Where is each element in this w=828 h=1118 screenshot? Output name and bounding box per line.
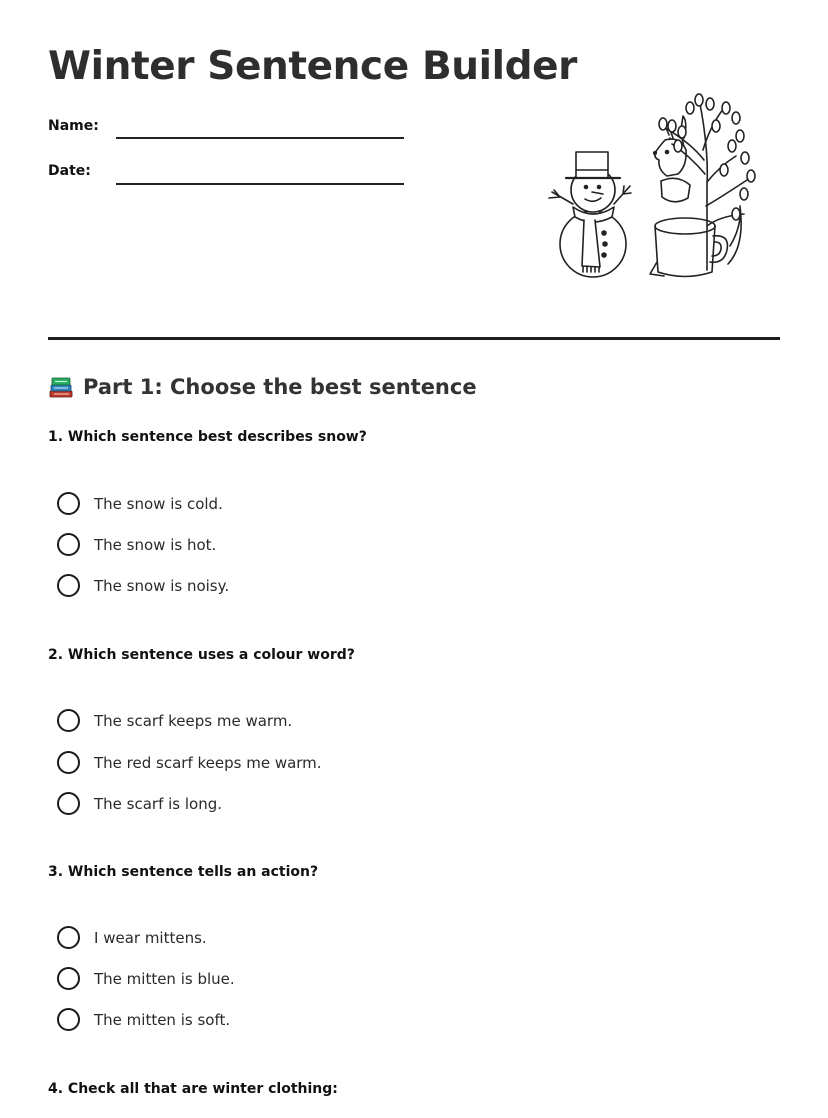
option-label: The snow is noisy. [94,576,230,595]
option-label: I wear mittens. [94,928,207,947]
option-label: The scarf is long. [94,794,223,813]
radio-button[interactable] [57,533,80,556]
page-title: Winter Sentence Builder [48,44,577,89]
date-field [48,163,91,179]
radio-button[interactable] [57,751,80,774]
radio-button[interactable] [57,967,80,990]
option-label: The snow is cold. [94,494,223,513]
date-label: Date: [48,163,91,179]
q1-option-2[interactable] [57,533,216,556]
q3-option-1[interactable] [57,926,207,949]
q2-option-2[interactable] [57,751,322,774]
name-label: Name: [48,118,99,134]
question-3: 3. Which sentence tells an action? [48,864,319,880]
option-label: The mitten is soft. [94,1010,231,1029]
name-input-line[interactable] [116,137,404,139]
q3-option-2[interactable] [57,967,235,990]
radio-button[interactable] [57,926,80,949]
option-label: The snow is hot. [94,535,217,554]
q1-option-1[interactable] [57,492,223,515]
name-field [48,118,99,134]
part1-heading [48,375,477,399]
q1-option-3[interactable] [57,574,229,597]
winter-illustration [540,86,770,286]
kangaroo-in-mug-icon [650,116,741,277]
option-label: The mitten is blue. [94,969,235,988]
snowman-icon [549,152,631,277]
radio-button[interactable] [57,492,80,515]
question-1: 1. Which sentence best describes snow? [48,429,367,445]
radio-button[interactable] [57,792,80,815]
date-input-line[interactable] [116,183,404,185]
part1-title: Part 1: Choose the best sentence [83,375,477,399]
option-label: The scarf keeps me warm. [94,711,293,730]
question-2: 2. Which sentence uses a colour word? [48,647,355,663]
radio-button[interactable] [57,574,80,597]
books-icon [48,375,74,399]
q2-option-3[interactable] [57,792,222,815]
q3-option-3[interactable] [57,1008,230,1031]
section-divider [48,337,780,340]
option-label: The red scarf keeps me warm. [94,753,322,772]
question-4: 4. Check all that are winter clothing: [48,1081,338,1097]
q2-option-1[interactable] [57,709,292,732]
radio-button[interactable] [57,709,80,732]
radio-button[interactable] [57,1008,80,1031]
